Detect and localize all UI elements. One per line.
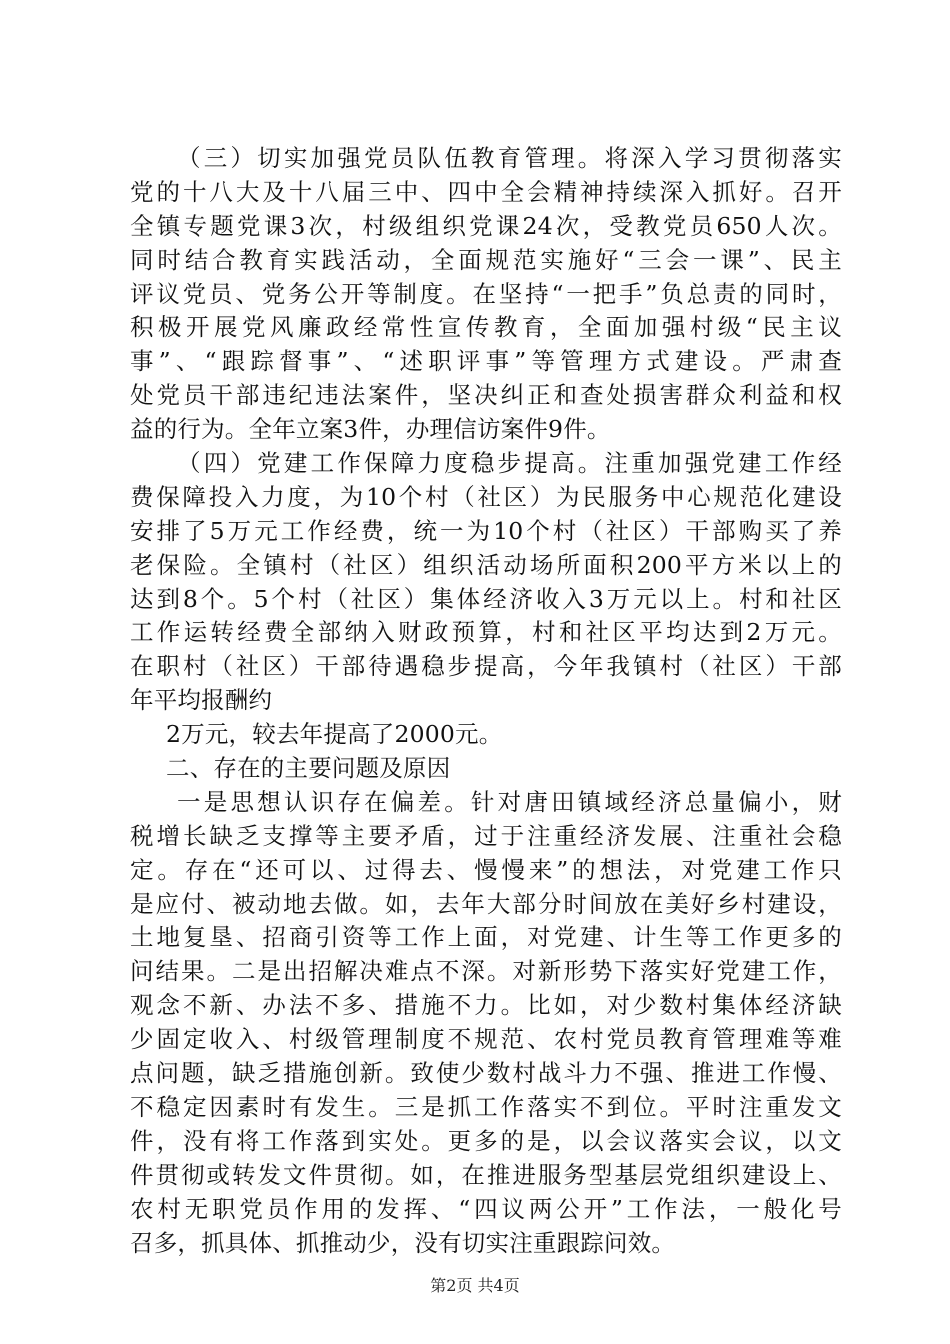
text-line: 同时结合教育实践活动，全面规范实施好“三会一课”、民主 bbox=[130, 245, 842, 274]
text-line: 件，没有将工作落到实处。更多的是，以会议落实会议，以文 bbox=[130, 1126, 842, 1155]
text-line: 问结果。二是出招解决难点不深。对新形势下落实好党建工作， bbox=[130, 957, 842, 986]
text-line: 一是思想认识存在偏差。针对唐田镇域经济总量偏小，财 bbox=[177, 787, 842, 816]
text-line: 件贯彻或转发文件贯彻。如，在推进服务型基层党组织建设上、 bbox=[130, 1160, 842, 1189]
document-body bbox=[130, 142, 842, 1260]
text-line: 召多，抓具体、抓推动少，没有切实注重跟踪问效。 bbox=[130, 1228, 676, 1257]
text-line: 是应付、被动地去做。如，去年大部分时间放在美好乡村建设， bbox=[130, 889, 842, 918]
text-line: 达到8个。5个村（社区）集体经济收入3万元以上。村和社区 bbox=[130, 584, 842, 613]
text-line: 定。存在“还可以、过得去、慢慢来”的想法，对党建工作只 bbox=[130, 855, 842, 884]
text-line: 2万元，较去年提高了2000元。 bbox=[166, 720, 503, 749]
text-line: 评议党员、党务公开等制度。在坚持“一把手”负总责的同时， bbox=[130, 279, 842, 308]
text-line: 观念不新、办法不多、措施不力。比如，对少数村集体经济缺 bbox=[130, 991, 842, 1020]
text-line: （三）切实加强党员队伍教育管理。将深入学习贯彻落实 bbox=[177, 144, 842, 172]
text-line: 处党员干部违纪违法案件，坚决纠正和查处损害群众利益和权 bbox=[130, 381, 842, 410]
text-line: 积极开展党风廉政经常性宣传教育，全面加强村级“民主议 bbox=[130, 313, 842, 342]
text-line: 党的十八大及十八届三中、四中全会精神持续深入抓好。召开 bbox=[130, 177, 842, 206]
text-line: 年平均报酬约 bbox=[130, 686, 273, 715]
text-line: 在职村（社区）干部待遇稳步提高，今年我镇村（社区）干部 bbox=[130, 652, 842, 681]
text-line: 费保障投入力度，为10个村（社区）为民服务中心规范化建设 bbox=[130, 482, 842, 511]
text-line: 税增长缺乏支撑等主要矛盾，过于注重经济发展、注重社会稳 bbox=[130, 821, 842, 850]
page-footer: 第2页 共4页 bbox=[430, 1276, 520, 1295]
text-line: （四）党建工作保障力度稳步提高。注重加强党建工作经 bbox=[177, 449, 842, 478]
text-line: 土地复垦、招商引资等工作上面，对党建、计生等工作更多的 bbox=[130, 923, 842, 952]
text-line: 工作运转经费全部纳入财政预算，村和社区平均达到2万元。 bbox=[130, 618, 842, 647]
text-line: 全镇专题党课3次，村级组织党课24次，受教党员650人次。 bbox=[130, 211, 842, 240]
text-line: 老保险。全镇村（社区）组织活动场所面积200平方米以上的 bbox=[130, 550, 842, 579]
text-line: 点问题，缺乏措施创新。致使少数村战斗力不强、推进工作慢、 bbox=[130, 1059, 842, 1088]
text-line: 少固定收入、村级管理制度不规范、农村党员教育管理难等难 bbox=[130, 1025, 842, 1054]
text-line: 农村无职党员作用的发挥、“四议两公开”工作法，一般化号 bbox=[130, 1194, 842, 1223]
text-line: 事”、“跟踪督事”、“述职评事”等管理方式建设。严肃查 bbox=[130, 347, 842, 376]
text-line: 不稳定因素时有发生。三是抓工作落实不到位。平时注重发文 bbox=[130, 1092, 842, 1121]
text-line: 安排了5万元工作经费，统一为10个村（社区）干部购买了养 bbox=[130, 516, 842, 545]
text-line: 益的行为。全年立案3件，办理信访案件9件。 bbox=[130, 415, 611, 444]
text-line: 二、存在的主要问题及原因 bbox=[166, 754, 451, 783]
